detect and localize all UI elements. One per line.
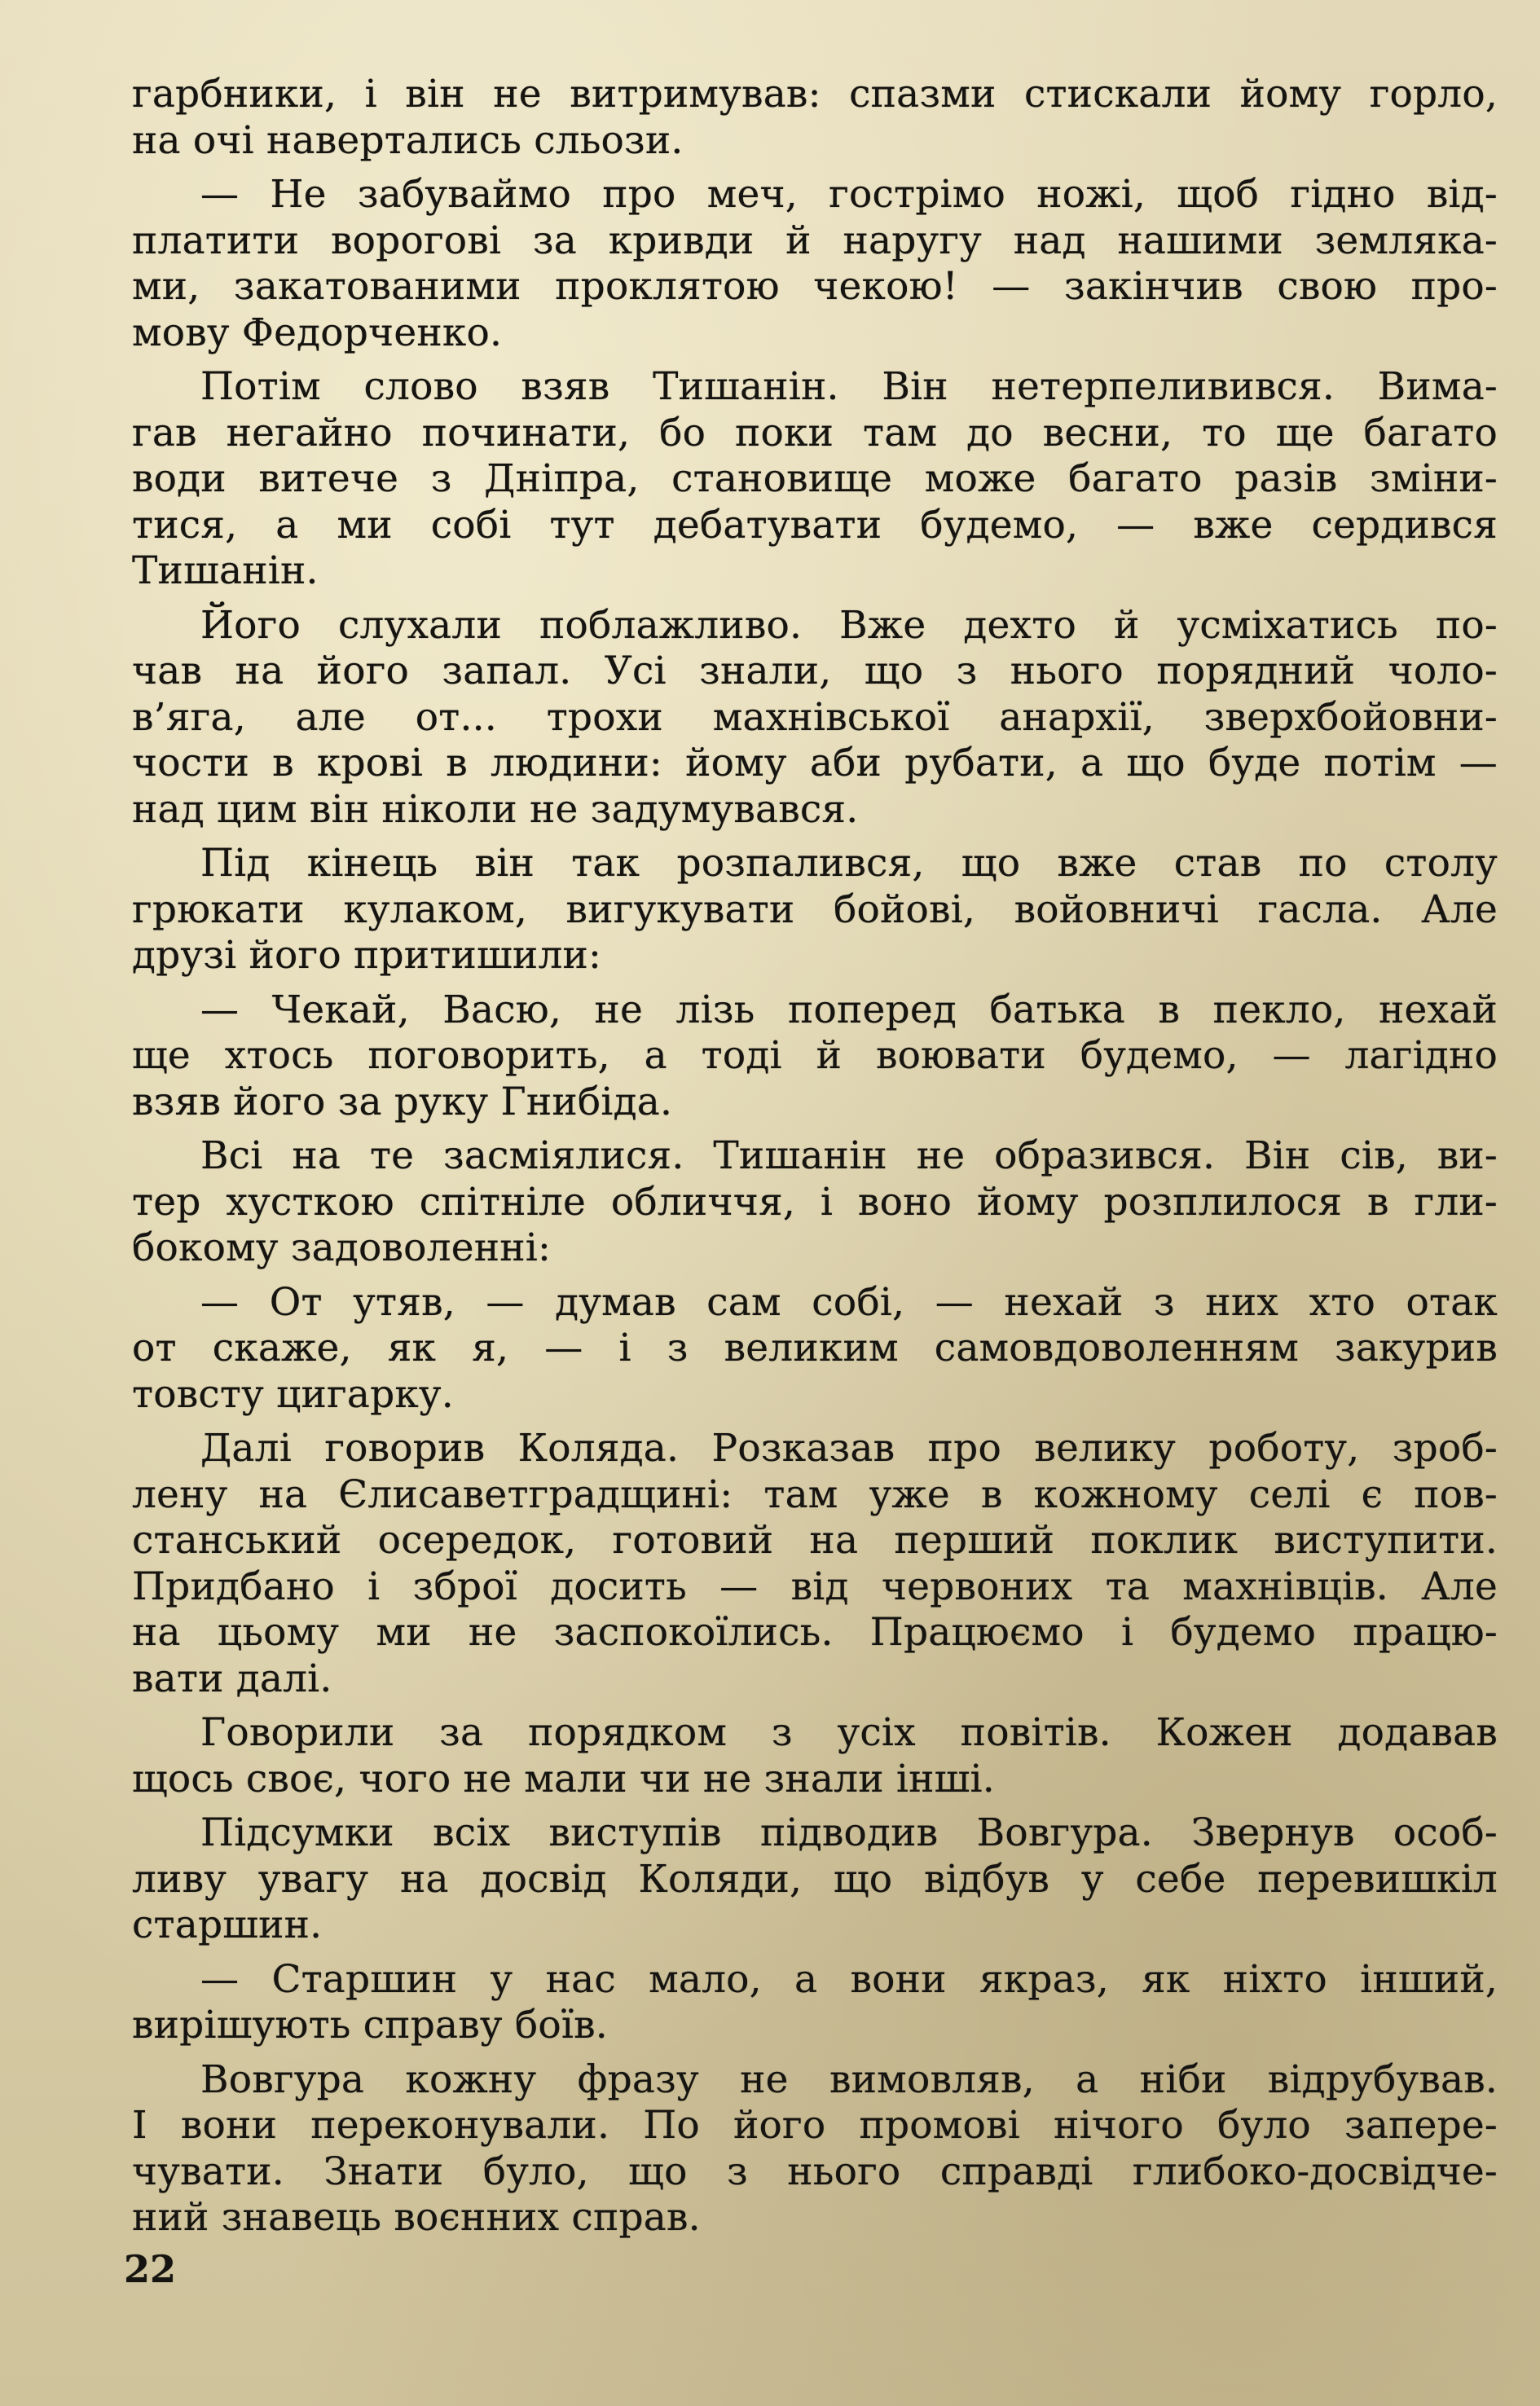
text-line: Говорили за порядком з усіх повітів. Кожен додавав — [200, 1710, 1498, 1755]
text-line: мову Федорченко. — [132, 310, 503, 355]
text-line: гарбники, і він не витримував: спазми стискали йому горло, — [132, 72, 1498, 117]
text-line: Його слухали поблажливо. Вже дехто й усміхатись по- — [200, 602, 1498, 648]
text-line: друзі його притишили: — [132, 933, 602, 978]
text-line: чав на його запал. Усі знали, що з нього порядний чоло- — [132, 649, 1498, 693]
text-line: платити ворогові за кривди й наругу над нашими земляка- — [132, 218, 1498, 263]
text-line: лену на Єлисаветградщині: там уже в кожному селі є пов- — [132, 1471, 1498, 1517]
text-line: ми, закатованими проклятою чекою! — закінчив свою про- — [132, 264, 1498, 309]
text-line: Під кінець він так розпалився, що вже став по столу — [200, 841, 1498, 886]
text-line: ще хтось поговорить, а тоді й воювати будемо, — лагідно — [132, 1033, 1498, 1078]
text-line: Придбано і зброї досить — від червоних та махнівців. Але — [132, 1564, 1498, 1609]
text-line: води витече з Дніпра, становище може багато разів зміни- — [132, 456, 1498, 501]
text-line: над цим він ніколи не задумувався. — [132, 786, 859, 832]
text-line: ний знавець воєнних справ. — [132, 2195, 701, 2240]
text-line: товсту цигарку. — [132, 1371, 454, 1417]
text-line: грюкати кулаком, вигукувати бойові, войовничі гасла. Але — [132, 886, 1498, 932]
text-line: Тишанін. — [132, 548, 319, 593]
body-text — [132, 72, 1498, 2241]
text-line: станський осередок, готовий на перший поклик виступити. — [132, 1518, 1498, 1563]
text-line: щось своє, чого не мали чи не знали інші. — [132, 1756, 995, 1801]
text-line: Далі говорив Коляда. Розказав про велику роботу, зроб- — [200, 1426, 1498, 1471]
text-line: на очі навертались сльози. — [132, 117, 684, 163]
text-line: гав негайно починати, бо поки там до весни, то ще багато — [132, 410, 1498, 455]
text-line: Всі на те засміялися. Тишанін не образився. Він сів, ви- — [200, 1133, 1498, 1178]
text-line: чости в крові в людини: йому аби рубати, а що буде потім — — [132, 741, 1498, 785]
text-line: вати далі. — [132, 1656, 332, 1701]
text-line: вирішують справу боїв. — [132, 2003, 608, 2048]
text-line: Підсумки всіх виступів підводив Вовгура. Звернув особ- — [200, 1810, 1498, 1855]
text-line: Потім слово взяв Тишанін. Він нетерпеливився. Вима- — [200, 364, 1498, 409]
page-number: 22 — [124, 2247, 177, 2291]
text-line: І вони переконували. По його промові нічого було запере- — [132, 2103, 1498, 2148]
text-line: на цьому ми не заспокоїлись. Працюємо і будемо працю- — [132, 1610, 1498, 1655]
text-line: в’яга, але от... трохи махнівської анархії, зверхбойовни- — [132, 694, 1498, 740]
text-line: — Старшин у нас мало, а вони якраз, як ніхто інший, — [200, 1956, 1498, 2002]
text-line: тися, а ми собі тут дебатувати будемо, — вже сердився — [132, 502, 1498, 548]
text-line: тер хусткою спітніле обличчя, і воно йому розплилося в гли- — [132, 1179, 1498, 1225]
text-line: от скаже, як я, — і з великим самовдоволенням закурив — [132, 1326, 1498, 1370]
text-line: — Не забуваймо про меч, гострімо ножі, щоб гідно від- — [200, 172, 1498, 217]
text-line: чувати. Знати було, що з нього справді глибоко-досвідче- — [132, 2149, 1498, 2194]
text-line: взяв його за руку Гнибіда. — [132, 1079, 673, 1124]
text-line: — Чекай, Васю, не лізь поперед батька в пекло, нехай — [200, 987, 1498, 1032]
text-line: Вовгура кожну фразу не вимовляв, а ніби відрубував. — [200, 2056, 1498, 2102]
text-line: бокому задоволенні: — [132, 1225, 552, 1270]
text-line: старшин. — [132, 1902, 323, 1947]
text-line: ливу увагу на досвід Коляди, що відбув у себе перевишкіл — [132, 1856, 1498, 1902]
text-line: — От утяв, — думав сам собі, — нехай з них хто отак — [200, 1279, 1498, 1325]
